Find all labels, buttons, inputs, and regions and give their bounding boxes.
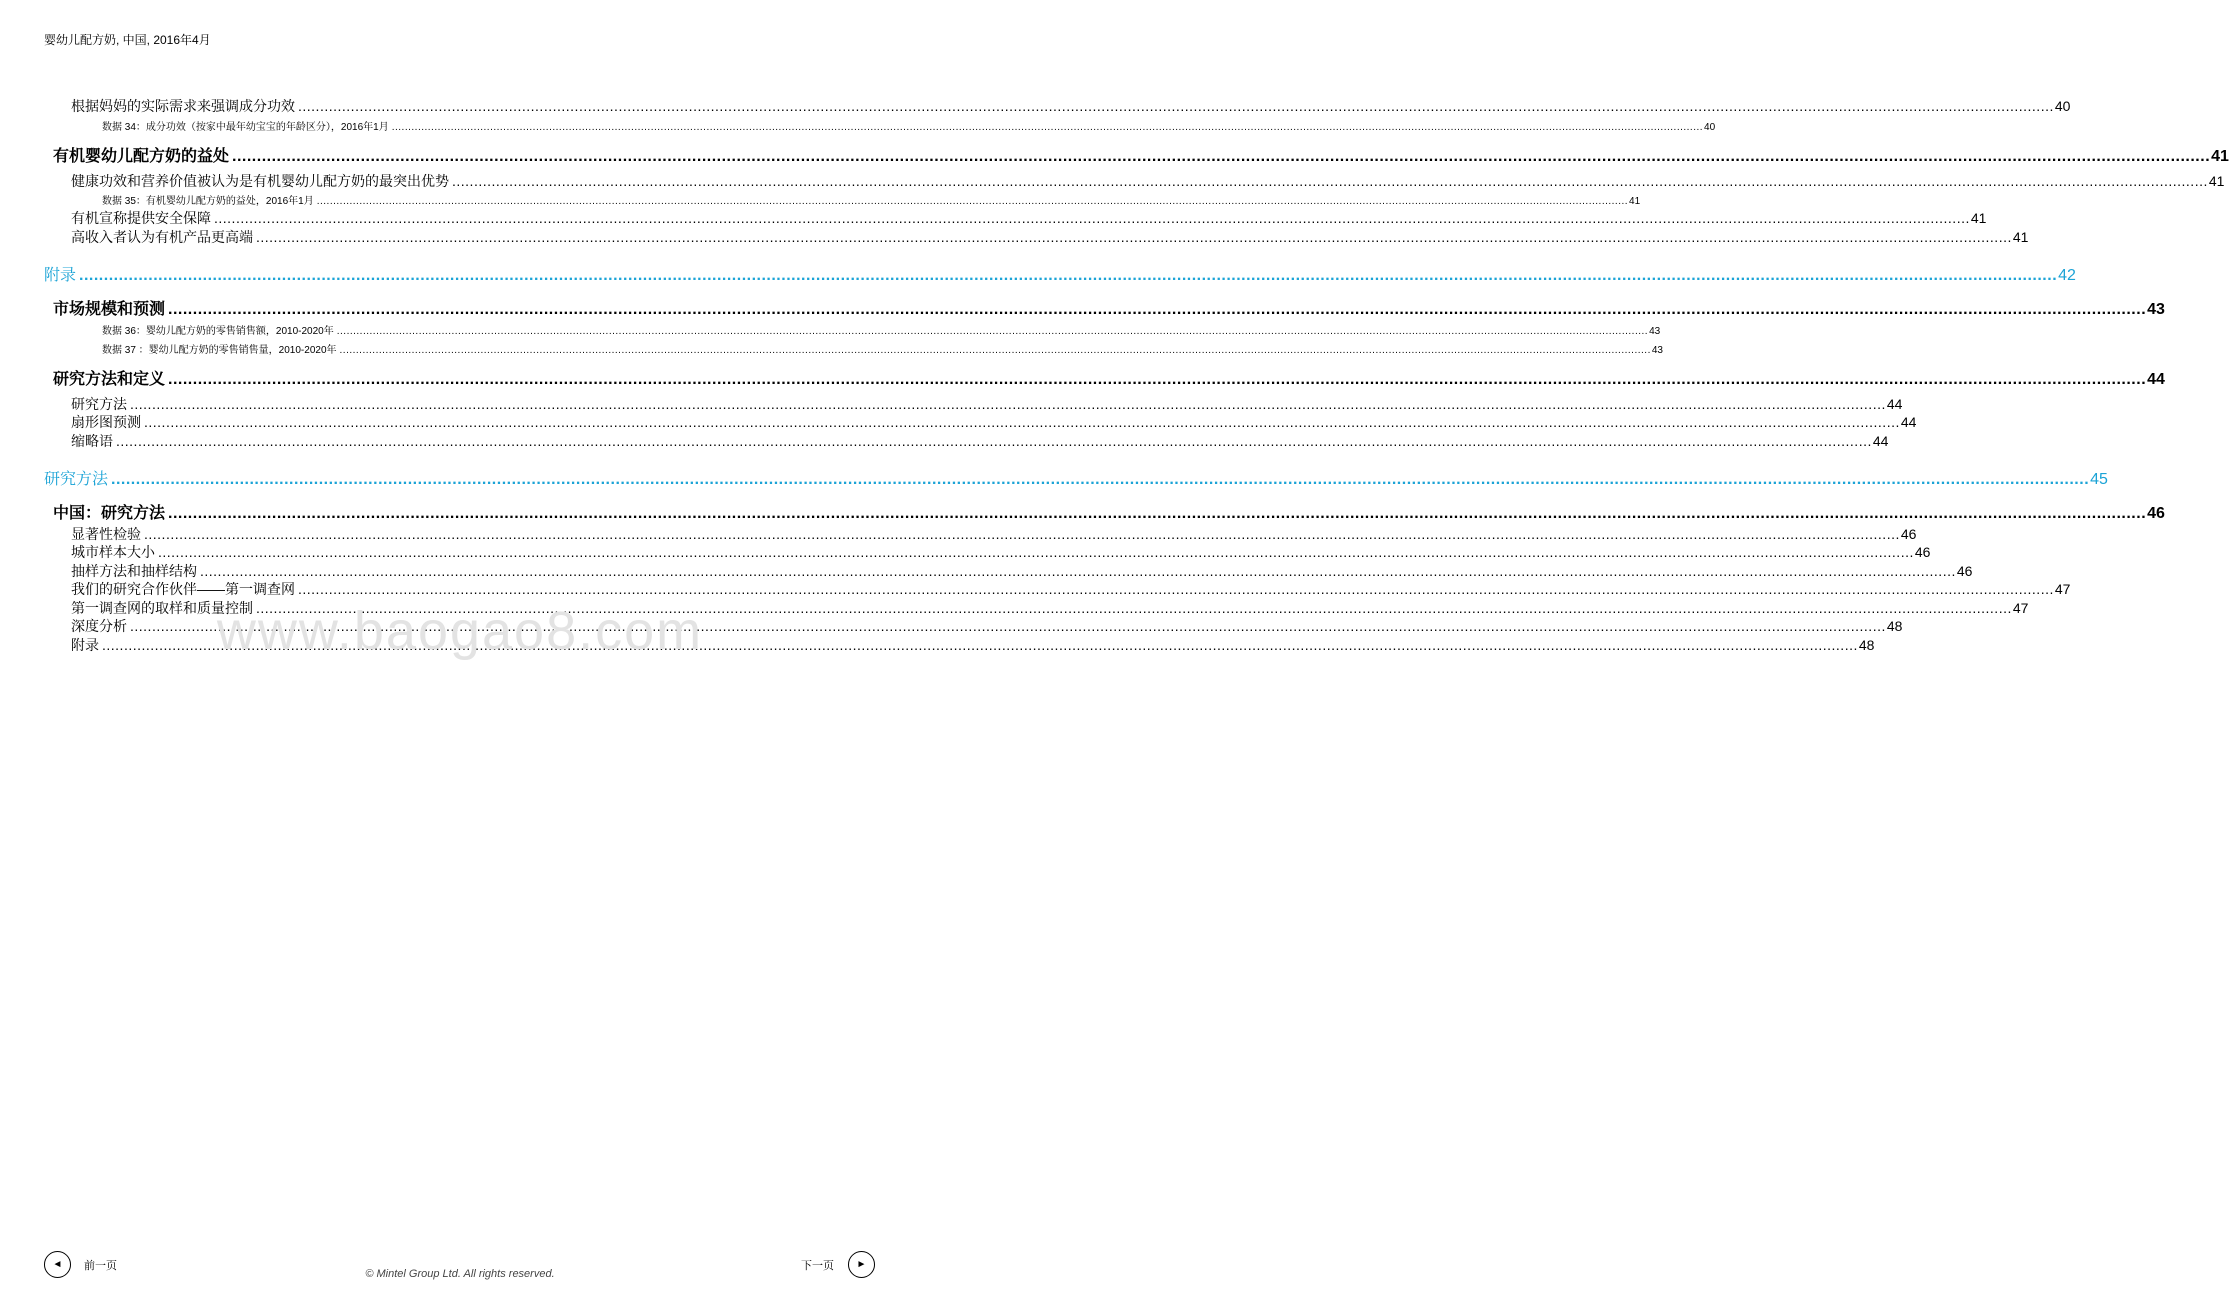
- toc-entry[interactable]: [53, 500, 2165, 522]
- toc-page-number: 46: [1900, 526, 1917, 542]
- toc-entry-title: 健康功效和营养价值被认为是有机婴幼儿配方奶的最突出优势: [71, 173, 449, 189]
- toc-page-number: 44: [2147, 371, 2165, 388]
- toc-page-number: 48: [1858, 637, 1875, 653]
- toc-entry-title: 研究方法: [44, 471, 109, 488]
- toc-entry-title: 我们的研究合作伙伴——第一调查网: [71, 581, 295, 597]
- toc-entry[interactable]: [71, 524, 1917, 543]
- toc-entry[interactable]: [71, 412, 1917, 431]
- toc-entry[interactable]: [53, 296, 2165, 318]
- toc-page-number: 40: [1704, 122, 1716, 133]
- toc-entry-title: 高收入者认为有机产品更高端: [71, 229, 253, 245]
- toc-entry-title: 附录: [44, 267, 77, 284]
- toc-dot-leader: ................................................................................................................................................................................................................................................................................................................................................................................................................: [116, 433, 1872, 449]
- toc-dot-leader: ................................................................................................................................................................................................................................................................................................................................................................................................................: [168, 301, 2147, 318]
- toc-entry[interactable]: [71, 227, 2029, 246]
- toc-page-number: 40: [2054, 98, 2071, 114]
- next-page-label[interactable]: 下一页: [801, 1260, 834, 1272]
- toc-page-number: 43: [1649, 326, 1661, 337]
- toc-page-number: 44: [1900, 414, 1917, 430]
- toc-page-number: 43: [2147, 301, 2165, 318]
- toc-entry-title: 有机宣称提供安全保障: [71, 210, 211, 226]
- toc-entry[interactable]: [44, 262, 2076, 284]
- toc-entry[interactable]: [102, 118, 1716, 133]
- toc-entry[interactable]: [71, 394, 1903, 413]
- toc-dot-leader: ................................................................................................................................................................................................................................................................................................................................................................................................................: [339, 345, 1651, 356]
- toc-entry[interactable]: [71, 171, 2225, 190]
- toc-entry-title: 深度分析: [71, 618, 127, 634]
- toc-dot-leader: ................................................................................................................................................................................................................................................................................................................................................................................................................: [130, 618, 1886, 634]
- copyright-notice: © Mintel Group Ltd. All rights reserved.: [365, 1268, 555, 1280]
- toc-entry[interactable]: [53, 366, 2165, 388]
- toc-page-number: 48: [1886, 618, 1903, 634]
- toc-page-number: 42: [2058, 267, 2076, 284]
- toc-dot-leader: ................................................................................................................................................................................................................................................................................................................................................................................................................: [144, 414, 1900, 430]
- toc-entry[interactable]: [71, 96, 2071, 115]
- toc-entry[interactable]: [71, 561, 1973, 580]
- toc-entry-title: 扇形图预测: [71, 414, 141, 430]
- toc-entry-title: 城市样本大小: [71, 544, 155, 560]
- toc-dot-leader: ................................................................................................................................................................................................................................................................................................................................................................................................................: [256, 600, 2012, 616]
- toc-entry[interactable]: [102, 192, 1641, 207]
- toc-page-number: 46: [2147, 505, 2165, 522]
- document-header: 婴幼儿配方奶, 中国, 2016年4月: [44, 33, 211, 47]
- toc-dot-leader: ................................................................................................................................................................................................................................................................................................................................................................................................................: [158, 544, 1914, 560]
- toc-entry-title: 研究方法: [71, 396, 127, 412]
- toc-entry-title: 附录: [71, 637, 99, 653]
- toc-entry-title: 数据 34：成分功效（按家中最年幼宝宝的年龄区分），2016年1月: [102, 122, 389, 133]
- toc-entry-title: 中国：研究方法: [53, 505, 166, 522]
- triangle-left-icon: ◄: [52, 1259, 63, 1270]
- toc-page-number: 44: [1886, 396, 1903, 412]
- toc-page-number: 41: [1970, 210, 1987, 226]
- toc-dot-leader: ................................................................................................................................................................................................................................................................................................................................................................................................................: [214, 210, 1970, 226]
- toc-dot-leader: ................................................................................................................................................................................................................................................................................................................................................................................................................: [316, 196, 1629, 207]
- toc-page-number: 47: [2012, 600, 2029, 616]
- toc-dot-leader: ................................................................................................................................................................................................................................................................................................................................................................................................................: [232, 148, 2211, 165]
- toc-entry-title: 缩略语: [71, 433, 113, 449]
- toc-dot-leader: ................................................................................................................................................................................................................................................................................................................................................................................................................: [336, 326, 1649, 337]
- toc-entry-title: 第一调查网的取样和质量控制: [71, 600, 253, 616]
- toc-dot-leader: ................................................................................................................................................................................................................................................................................................................................................................................................................: [391, 122, 1704, 133]
- toc-page-number: 47: [2054, 581, 2071, 597]
- toc-dot-leader: ................................................................................................................................................................................................................................................................................................................................................................................................................: [256, 229, 2012, 245]
- toc-entry-title: 数据 37 ：婴幼儿配方奶的零售销售量，2010-2020年: [102, 345, 337, 356]
- toc-entry[interactable]: [71, 635, 1875, 654]
- toc-entry-title: 有机婴幼儿配方奶的益处: [53, 148, 230, 165]
- toc-entry-title: 显著性检验: [71, 526, 141, 542]
- toc-page-number: 46: [1914, 544, 1931, 560]
- toc-dot-leader: ................................................................................................................................................................................................................................................................................................................................................................................................................: [111, 471, 2090, 488]
- toc-page-number: 43: [1651, 345, 1663, 356]
- toc-entry[interactable]: [71, 208, 1987, 227]
- toc-entry-title: 根据妈妈的实际需求来强调成分功效: [71, 98, 295, 114]
- toc-entry-title: 数据 35：有机婴幼儿配方奶的益处，2016年1月: [102, 196, 314, 207]
- toc-page-number: 41: [2211, 148, 2229, 165]
- toc-entry-title: 数据 36：婴幼儿配方奶的零售销售额，2010-2020年: [102, 326, 334, 337]
- prev-page-label[interactable]: 前一页: [84, 1260, 117, 1272]
- toc-entry[interactable]: [53, 143, 2229, 165]
- toc-page-number: 41: [2012, 229, 2029, 245]
- toc-dot-leader: ................................................................................................................................................................................................................................................................................................................................................................................................................: [102, 637, 1858, 653]
- toc-entry[interactable]: [102, 322, 1661, 337]
- toc-entry-title: 研究方法和定义: [53, 371, 166, 388]
- toc-entry-title: 市场规模和预测: [53, 301, 166, 318]
- toc-entry[interactable]: [44, 466, 2108, 488]
- toc-dot-leader: ................................................................................................................................................................................................................................................................................................................................................................................................................: [79, 267, 2058, 284]
- toc-dot-leader: ................................................................................................................................................................................................................................................................................................................................................................................................................: [168, 371, 2147, 388]
- toc-dot-leader: ................................................................................................................................................................................................................................................................................................................................................................................................................: [298, 581, 2054, 597]
- toc-page-number: 45: [2090, 471, 2108, 488]
- toc-page-number: 41: [2208, 173, 2225, 189]
- toc-page-number: 44: [1872, 433, 1889, 449]
- toc-entry[interactable]: [71, 431, 1889, 450]
- toc-dot-leader: ................................................................................................................................................................................................................................................................................................................................................................................................................: [200, 563, 1956, 579]
- toc-entry[interactable]: [71, 616, 1903, 635]
- toc-entry[interactable]: [71, 598, 2029, 617]
- toc-entry[interactable]: [71, 542, 1931, 561]
- toc-entry[interactable]: [71, 579, 2071, 598]
- toc-page-number: 46: [1956, 563, 1973, 579]
- watermark: www.baogao8.com: [216, 601, 704, 661]
- toc-dot-leader: ................................................................................................................................................................................................................................................................................................................................................................................................................: [144, 526, 1900, 542]
- toc-dot-leader: ................................................................................................................................................................................................................................................................................................................................................................................................................: [298, 98, 2054, 114]
- toc-dot-leader: ................................................................................................................................................................................................................................................................................................................................................................................................................: [452, 173, 2208, 189]
- toc-dot-leader: ................................................................................................................................................................................................................................................................................................................................................................................................................: [130, 396, 1886, 412]
- toc-entry-title: 抽样方法和抽样结构: [71, 563, 197, 579]
- toc-dot-leader: ................................................................................................................................................................................................................................................................................................................................................................................................................: [168, 505, 2147, 522]
- toc-entry[interactable]: [102, 341, 1663, 356]
- toc-page-number: 41: [1629, 196, 1641, 207]
- triangle-right-icon: ►: [856, 1259, 867, 1270]
